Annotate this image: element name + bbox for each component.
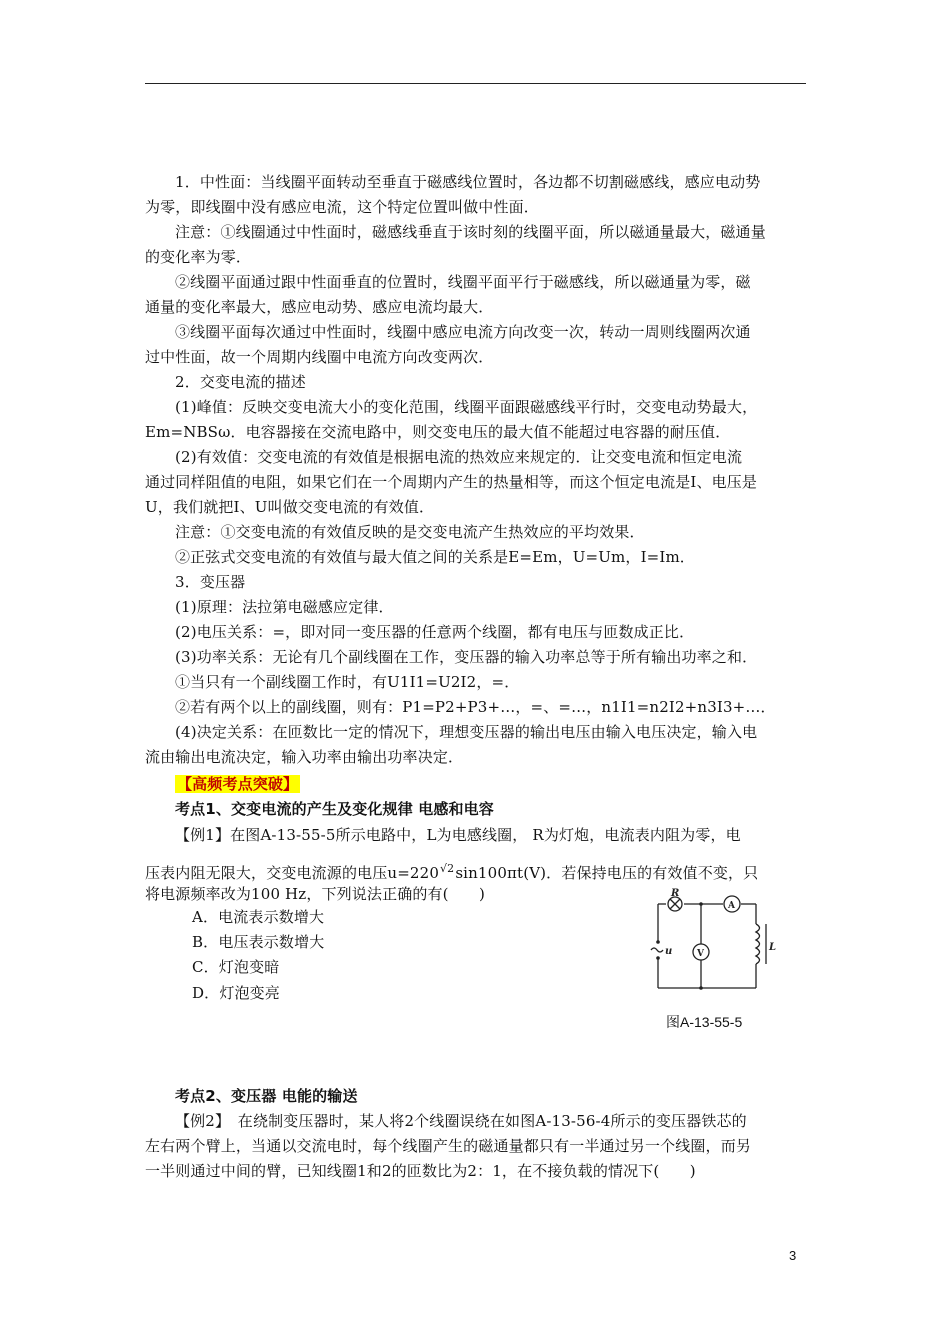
- example-1-line-1: 【例1】在图A-13-55-5所示电路中，L为电感线圈， R为灯炮，电流表内阻为零，电: [175, 826, 741, 844]
- paragraph-line: Em=NBSω．电容器接在交流电路中，则交变电压的最大值不能超过电容器的耐压值．: [145, 423, 731, 441]
- option-a: A．电流表示数增大: [192, 908, 325, 926]
- paragraph-line: 1．中性面：当线圈平面转动至垂直于磁感线位置时，各边都不切割磁感线，感应电动势: [175, 173, 761, 191]
- paragraph-line: (2)有效值：交变电流的有效值是根据电流的热效应来规定的．让交变电流和恒定电流: [175, 448, 743, 466]
- paragraph-line: U，我们就把I、U叫做交变电流的有效值．: [145, 498, 435, 516]
- sqrt-2: √2: [440, 862, 455, 875]
- paragraph-line: ①当只有一个副线圈工作时，有U1I1=U2I2，=．: [175, 673, 520, 691]
- paragraph-line: 过中性面，故一个周期内线圈中电流方向改变两次．: [145, 348, 494, 366]
- label-a: A: [728, 901, 735, 911]
- page-number: 3: [789, 1248, 797, 1263]
- paragraph-line: 流由输出电流决定，输入功率由输出功率决定．: [145, 748, 464, 766]
- example-2-line-2: 左右两个臂上，当通以交流电时，每个线圈产生的磁通量都只有一半通过另一个线圈，而另: [145, 1137, 752, 1155]
- paragraph-line: ②若有两个以上的副线圈，则有：P1=P2+P3+…，=、=…，n1I1=n2I2+n3I3+…．: [175, 698, 776, 716]
- topic-2-heading: 考点2、变压器 电能的输送: [175, 1087, 358, 1105]
- example-2-line-3: 一半则通过中间的臂，已知线圈1和2的匝数比为2：1，在不接负载的情况下( ): [145, 1162, 696, 1180]
- circuit-diagram: [646, 888, 776, 998]
- paragraph-line: 为零，即线圈中没有感应电流，这个特定位置叫做中性面．: [145, 198, 539, 216]
- paragraph-line: (4)决定关系：在匝数比一定的情况下，理想变压器的输出电压由输入电压决定，输入电: [175, 723, 758, 741]
- paragraph-line: (1)原理：法拉第电磁感应定律．: [175, 598, 394, 616]
- example-1-line-3: 将电源频率改为100 Hz，下列说法正确的有( ): [145, 885, 485, 903]
- label-r: R: [671, 888, 680, 899]
- label-v: V: [697, 949, 704, 959]
- paragraph-line: 3．变压器: [175, 573, 246, 591]
- label-u: u: [665, 946, 673, 957]
- section-heading: 【高频考点突破】: [177, 775, 299, 793]
- paragraph-line: ②线圈平面通过跟中性面垂直的位置时，线圈平面平行于磁感线，所以磁通量为零，磁: [175, 273, 751, 291]
- paragraph-line: 2．交变电流的描述: [175, 373, 306, 391]
- topic-1-heading: 考点1、交变电流的产生及变化规律 电感和电容: [175, 800, 494, 818]
- figure-caption: 图A-13-55-5: [666, 1014, 743, 1030]
- paragraph-line: (3)功率关系：无论有几个副线圈在工作，变压器的输入功率总等于所有输出功率之和．: [175, 648, 758, 666]
- inductor-icon: [756, 924, 760, 964]
- paragraph-line: 通量的变化率最大，感应电动势、感应电流均最大．: [145, 298, 494, 316]
- example-2-line-1: 【例2】 在绕制变压器时，某人将2个线圈误绕在如图A-13-56-4所示的变压器铁芯的: [175, 1112, 747, 1130]
- paragraph-line: 注意：①线圈通过中性面时，磁感线垂直于该时刻的线圈平面，所以磁通量最大，磁通量: [175, 223, 766, 241]
- option-c: C．灯泡变暗: [192, 958, 280, 976]
- option-b: B．电压表示数增大: [192, 933, 325, 951]
- label-l: L: [769, 942, 776, 953]
- paragraph-line: (1)峰值：反映交变电流大小的变化范围，线圈平面跟磁感线平行时，交变电动势最大，: [175, 398, 758, 416]
- paragraph-line: 注意：①交变电流的有效值反映的是交变电流产生热效应的平均效果．: [175, 523, 645, 541]
- paragraph-line: (2)电压关系：=，即对同一变压器的任意两个线圈，都有电压与匝数成正比．: [175, 623, 695, 641]
- option-d: D．灯泡变亮: [192, 984, 280, 1002]
- paragraph-line: ③线圈平面每次通过中性面时，线圈中感应电流方向改变一次，转动一周则线圈两次通: [175, 323, 751, 341]
- paragraph-line: 通过同样阻值的电阻，如果它们在一个周期内产生的热量相等，而这个恒定电流是I、电压是: [145, 473, 758, 491]
- header-rule: [145, 83, 806, 84]
- paragraph-line: ②正弦式交变电流的有效值与最大值之间的关系是E=Em，U=Um，I=Im．: [175, 548, 695, 566]
- example-1-line-2: 压表内阻无限大，交变电流源的电压u=220√2sin100πt(V)．若保持电压的有效值不变，只: [145, 859, 758, 883]
- paragraph-line: 的变化率为零．: [145, 248, 252, 266]
